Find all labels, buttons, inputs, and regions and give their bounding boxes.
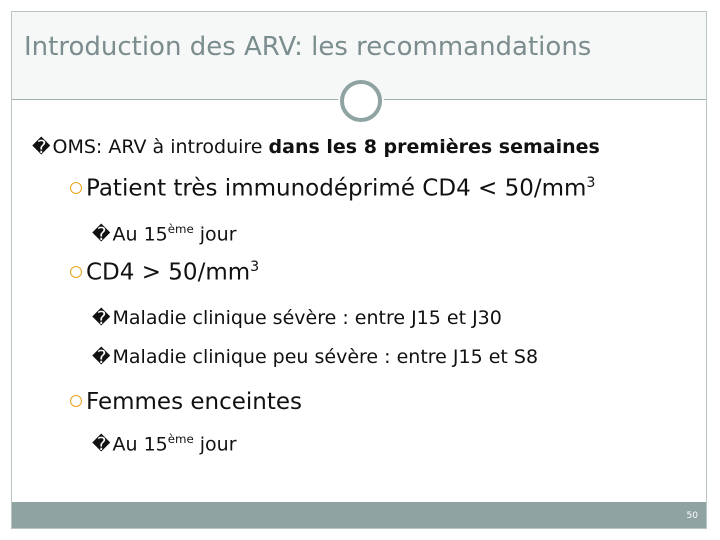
bullet-patient-text: Patient très immunodéprimé CD4 < 50/mm: [86, 175, 587, 202]
bullet-au-15-1-sup: ème: [167, 222, 194, 236]
square-bullet-icon: �: [92, 224, 111, 246]
bullet-patient: [70, 175, 596, 202]
bullet-cd4-text: CD4 > 50/mm: [86, 259, 251, 286]
footer-bar: [12, 502, 706, 528]
title-divider-left: [12, 99, 338, 100]
bullet-femmes: [70, 389, 302, 415]
square-bullet-icon: �: [92, 434, 111, 456]
bullet-au-15-2: [92, 432, 237, 455]
square-bullet-icon: �: [92, 347, 111, 368]
bullet-femmes-text: Femmes enceintes: [86, 389, 303, 415]
square-bullet-icon: �: [92, 308, 111, 329]
bullet-oms: [32, 136, 600, 158]
bullet-oms-text: OMS: ARV à introduire: [52, 136, 269, 158]
bullet-maladie-severe-text: Maladie clinique sévère : entre J15 et J30: [112, 307, 502, 329]
bullet-au-15-2-pre: Au 15: [112, 433, 168, 456]
square-bullet-icon: �: [32, 137, 51, 158]
bullet-au-15-1-pre: Au 15: [112, 223, 168, 246]
bullet-cd4-sup: 3: [250, 259, 260, 275]
slide-title: Introduction des ARV: les recommandations: [24, 32, 592, 62]
title-divider-right: [384, 99, 706, 100]
bullet-cd4: [70, 259, 259, 286]
bullet-maladie-severe: [92, 307, 502, 329]
bullet-au-15-1-post: jour: [193, 223, 237, 246]
divider-circle-ornament: [340, 80, 382, 122]
bullet-maladie-peu-severe: [92, 346, 538, 368]
bullet-patient-sup: 3: [586, 175, 596, 191]
bullet-au-15-2-post: jour: [193, 433, 237, 456]
bullet-oms-emphasis: dans les 8 premières semaines: [268, 136, 600, 158]
ring-bullet-icon: [70, 266, 82, 278]
bullet-maladie-peu-severe-text: Maladie clinique peu sévère : entre J15 et S8: [112, 346, 539, 368]
bullet-au-15-2-sup: ème: [167, 432, 194, 446]
ring-bullet-icon: [70, 182, 82, 194]
ring-bullet-icon: [70, 395, 82, 407]
page-number: 50: [686, 511, 698, 521]
bullet-au-15-1: [92, 222, 237, 245]
